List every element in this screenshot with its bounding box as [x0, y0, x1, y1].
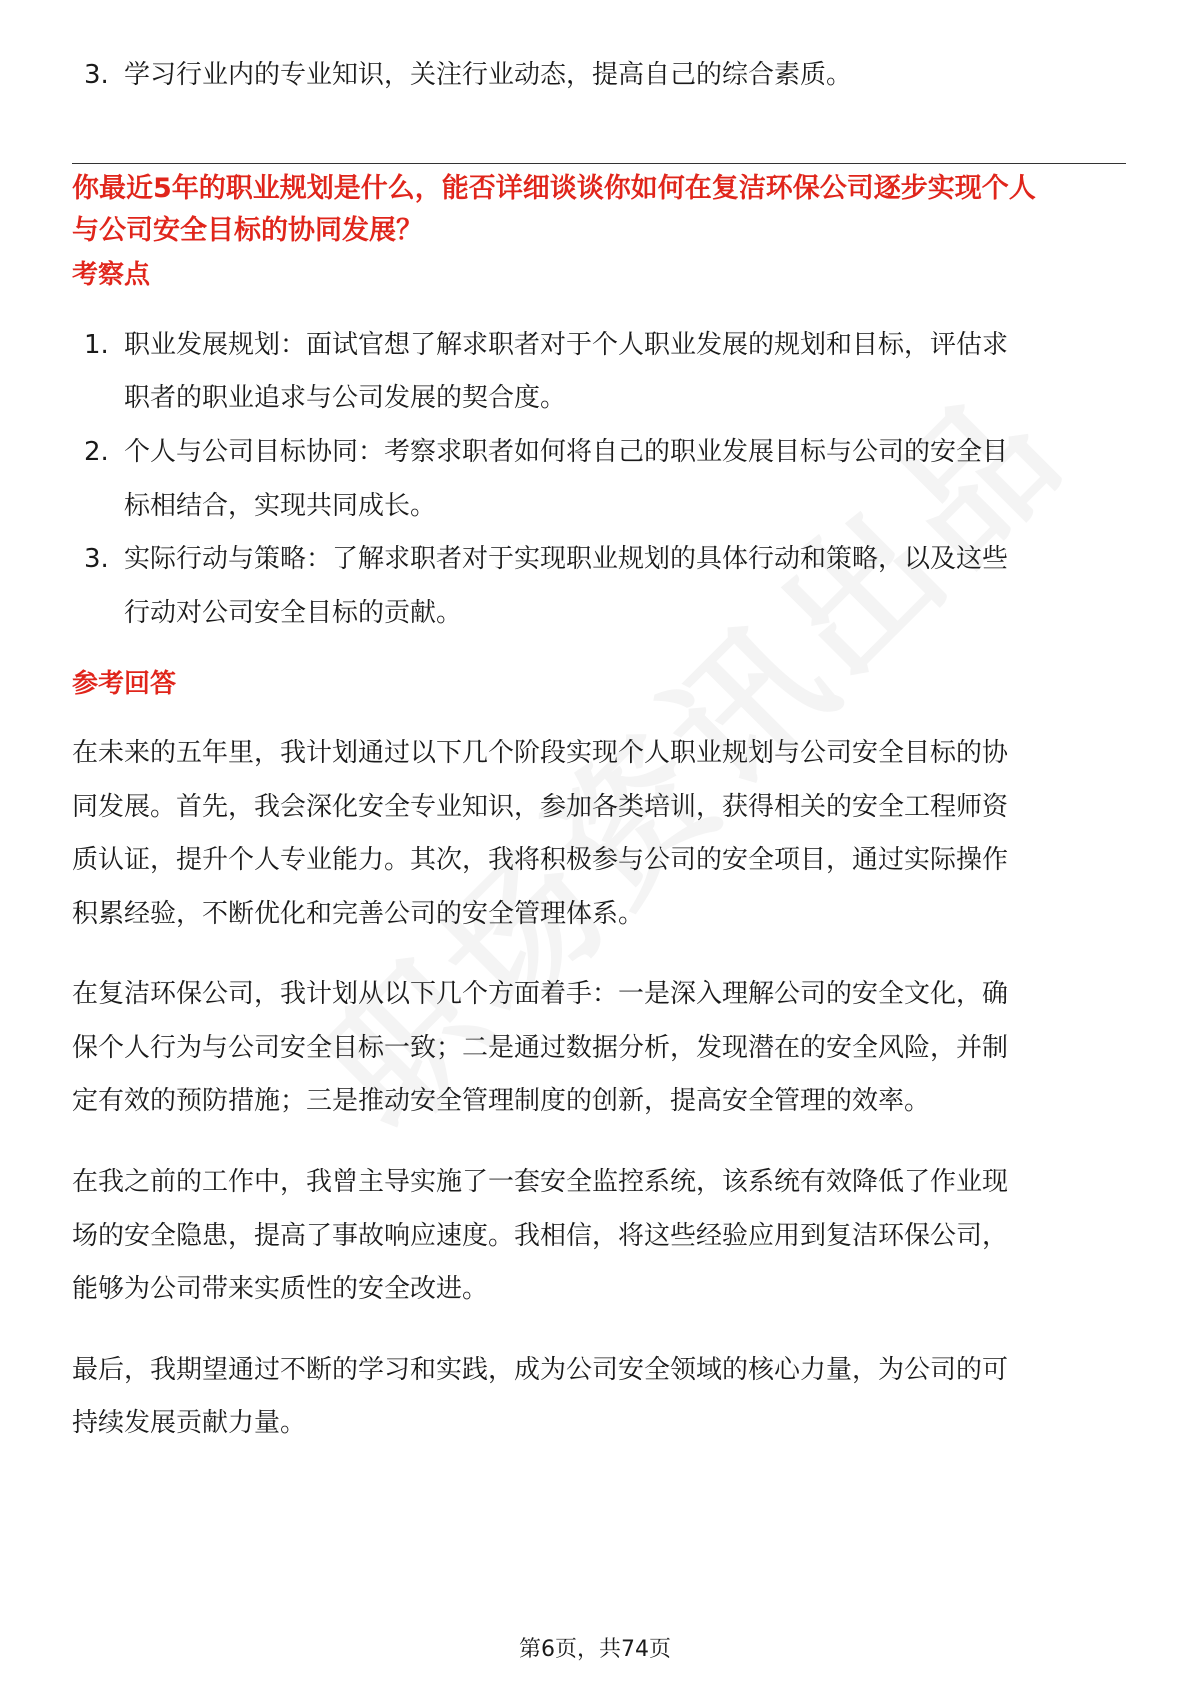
assessment-item-number: 1.: [84, 330, 109, 360]
answer-line: 在复洁环保公司，我计划从以下几个方面着手：一是深入理解公司的安全文化，确: [72, 979, 1009, 1009]
assessment-item-number: 2.: [84, 437, 109, 467]
answer-line: 质认证，提升个人专业能力。其次，我将积极参与公司的安全项目，通过实际操作: [72, 845, 1009, 875]
assessment-item-text: 标相结合，实现共同成长。: [124, 491, 437, 521]
section-divider: [72, 163, 1126, 164]
question-line: 你最近5年的职业规划是什么，能否详细谈谈你如何在复洁环保公司逐步实现个人: [72, 173, 1036, 204]
answer-line: 能够为公司带来实质性的安全改进。: [72, 1274, 489, 1304]
answer-line: 保个人行为与公司安全目标一致；二是通过数据分析，发现潜在的安全风险，并制: [72, 1033, 1009, 1063]
assessment-item-number: 3.: [84, 544, 109, 574]
answer-line: 最后，我期望通过不断的学习和实践，成为公司安全领域的核心力量，为公司的可: [72, 1355, 1009, 1385]
assessment-item-text: 职业发展规划：面试官想了解求职者对于个人职业发展的规划和目标，评估求: [124, 330, 1009, 360]
list-item-text: 学习行业内的专业知识，关注行业动态，提高自己的综合素质。: [124, 60, 853, 90]
answer-line: 在我之前的工作中，我曾主导实施了一套安全监控系统，该系统有效降低了作业现: [72, 1167, 1009, 1197]
answer-line: 场的安全隐患，提高了事故响应速度。我相信，将这些经验应用到复洁环保公司，: [72, 1221, 1009, 1251]
answer-line: 定有效的预防措施；三是推动安全管理制度的创新，提高安全管理的效率。: [72, 1086, 931, 1116]
assessment-heading: 考察点: [72, 260, 151, 290]
assessment-item-text: 实际行动与策略：了解求职者对于实现职业规划的具体行动和策略，以及这些: [124, 544, 1009, 574]
list-item-number: 3.: [84, 60, 109, 90]
answer-line: 在未来的五年里，我计划通过以下几个阶段实现个人职业规划与公司安全目标的协: [72, 738, 1009, 768]
answer-line: 积累经验，不断优化和完善公司的安全管理体系。: [72, 899, 645, 929]
interview-question: [72, 168, 1132, 252]
reference-heading: 参考回答: [72, 669, 177, 699]
answer-line: 持续发展贡献力量。: [72, 1408, 307, 1438]
answer-line: 同发展。首先，我会深化安全专业知识，参加各类培训，获得相关的安全工程师资: [72, 792, 1009, 822]
page-footer: 第6页，共74页: [519, 1637, 671, 1662]
assessment-item-text: 职者的职业追求与公司发展的契合度。: [124, 383, 567, 413]
assessment-item-text: 行动对公司安全目标的贡献。: [124, 598, 463, 628]
question-line: 与公司安全目标的协同发展？: [72, 215, 423, 246]
assessment-item-text: 个人与公司目标协同：考察求职者如何将自己的职业发展目标与公司的安全目: [124, 437, 1009, 467]
